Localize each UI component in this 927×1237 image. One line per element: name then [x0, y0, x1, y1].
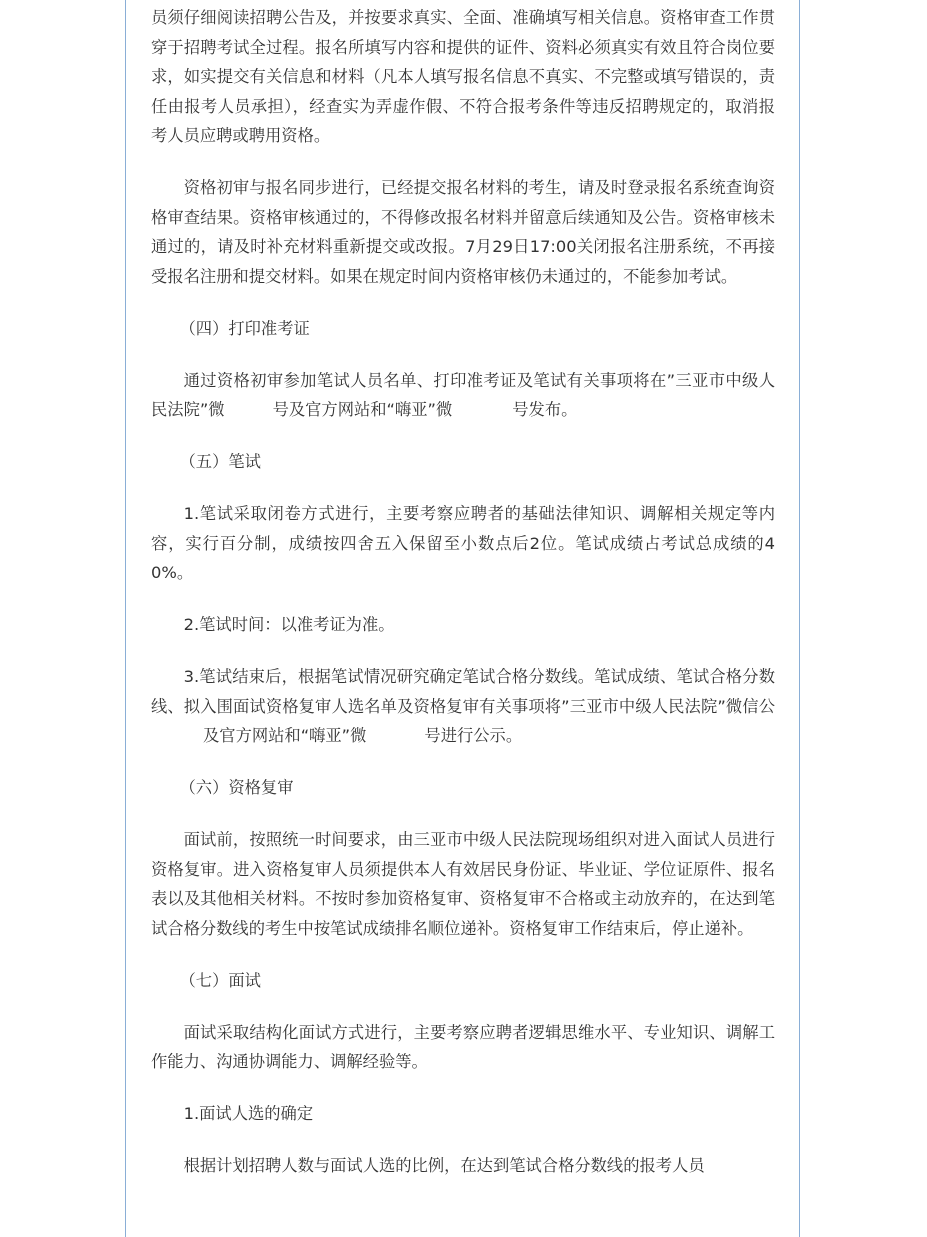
- text-segment: 通过资格初审参加笔试人员名单、打印准考证及笔试有关事项将在”三亚市中级人民法院”微: [151, 370, 775, 420]
- redacted-area: [225, 401, 273, 417]
- text-segment: 3.笔试结束后，根据笔试情况研究确定笔试合格分数线。笔试成绩、笔试合格分数线、拟入围面试资格复审人选名单及资格复审有关事项将”三亚市中级人民法院”微信公: [151, 667, 775, 716]
- heading-print-admission-ticket: （四）打印准考证: [179, 318, 310, 338]
- paragraph-interview-selection: 根据计划招聘人数与面试人选的比例，在达到笔试合格分数线的报考人员: [183, 1156, 705, 1176]
- heading-qualification-recheck: （六）资格复审: [179, 778, 294, 798]
- heading-written-exam: （五）笔试: [179, 452, 261, 472]
- paragraph-exam-results: [151, 662, 775, 751]
- paragraph-admission-ticket-notice: [151, 366, 775, 425]
- paragraph-qualification-review: 资格初审与报名同步进行，已经提交报名材料的考生，请及时登录报名系统查询资格审查结果。资格审核通过的，不得修改报名材料并留意后续通知及公告。资格审核未通过的，请及时补充材料重新提交或改报。7月29日17:00关闭报名注册系统，不再接受报名注册和提交材料。如果在规定时间内资格审核仍未通过的，不能参加考试。: [151, 178, 775, 287]
- text-segment: 号进行公示。: [424, 726, 523, 746]
- paragraph-application-notice: 员须仔细阅读招聘公告及，并按要求真实、全面、准确填写相关信息。资格审查工作贯穿于招聘考试全过程。报名所填写内容和提供的证件、资料必须真实有效且符合岗位要求，如实提交有关信息和材料（凡本人填写报名信息不真实、不完整或填写错误的，责任由报考人员承担），经查实为弄虚作假、不符合报考条件等违反招聘规定的，取消报考人员应聘或聘用资格。: [151, 8, 775, 146]
- paragraph-qualification-recheck: 面试前，按照统一时间要求，由三亚市中级人民法院现场组织对进入面试人员进行资格复审。进入资格复审人员须提供本人有效居民身份证、毕业证、学位证原件、报名表以及其他相关材料。不按时参加资格复审、资格复审不合格或主动放弃的，在达到笔试合格分数线的考生中按笔试成绩排名顺位递补。资格复审工作结束后，停止递补。: [151, 830, 775, 938]
- text-segment: 号及官方网站和“嗨亚”微: [272, 400, 453, 420]
- redacted-area: [452, 401, 512, 417]
- article-body: [151, 3, 775, 1203]
- text-segment: 号发布。: [512, 400, 578, 420]
- redacted-area: [151, 727, 203, 743]
- paragraph-exam-time: 2.笔试时间：以准考证为准。: [183, 615, 395, 635]
- paragraph-interview-format: 面试采取结构化面试方式进行，主要考察应聘者逻辑思维水平、专业知识、调解工作能力、沟通协调能力、调解经验等。: [151, 1022, 775, 1072]
- heading-interview: （七）面试: [179, 970, 261, 990]
- text-segment: 及官方网站和“嗨亚”微: [203, 726, 367, 746]
- paragraph-exam-format: 1.笔试采取闭卷方式进行，主要考察应聘者的基础法律知识、调解相关规定等内容，实行百分制，成绩按四舍五入保留至小数点后2位。笔试成绩占考试总成绩的40%。: [151, 504, 775, 583]
- paragraph-interview-selection-title: 1.面试人选的确定: [183, 1104, 314, 1124]
- redacted-area: [366, 727, 424, 743]
